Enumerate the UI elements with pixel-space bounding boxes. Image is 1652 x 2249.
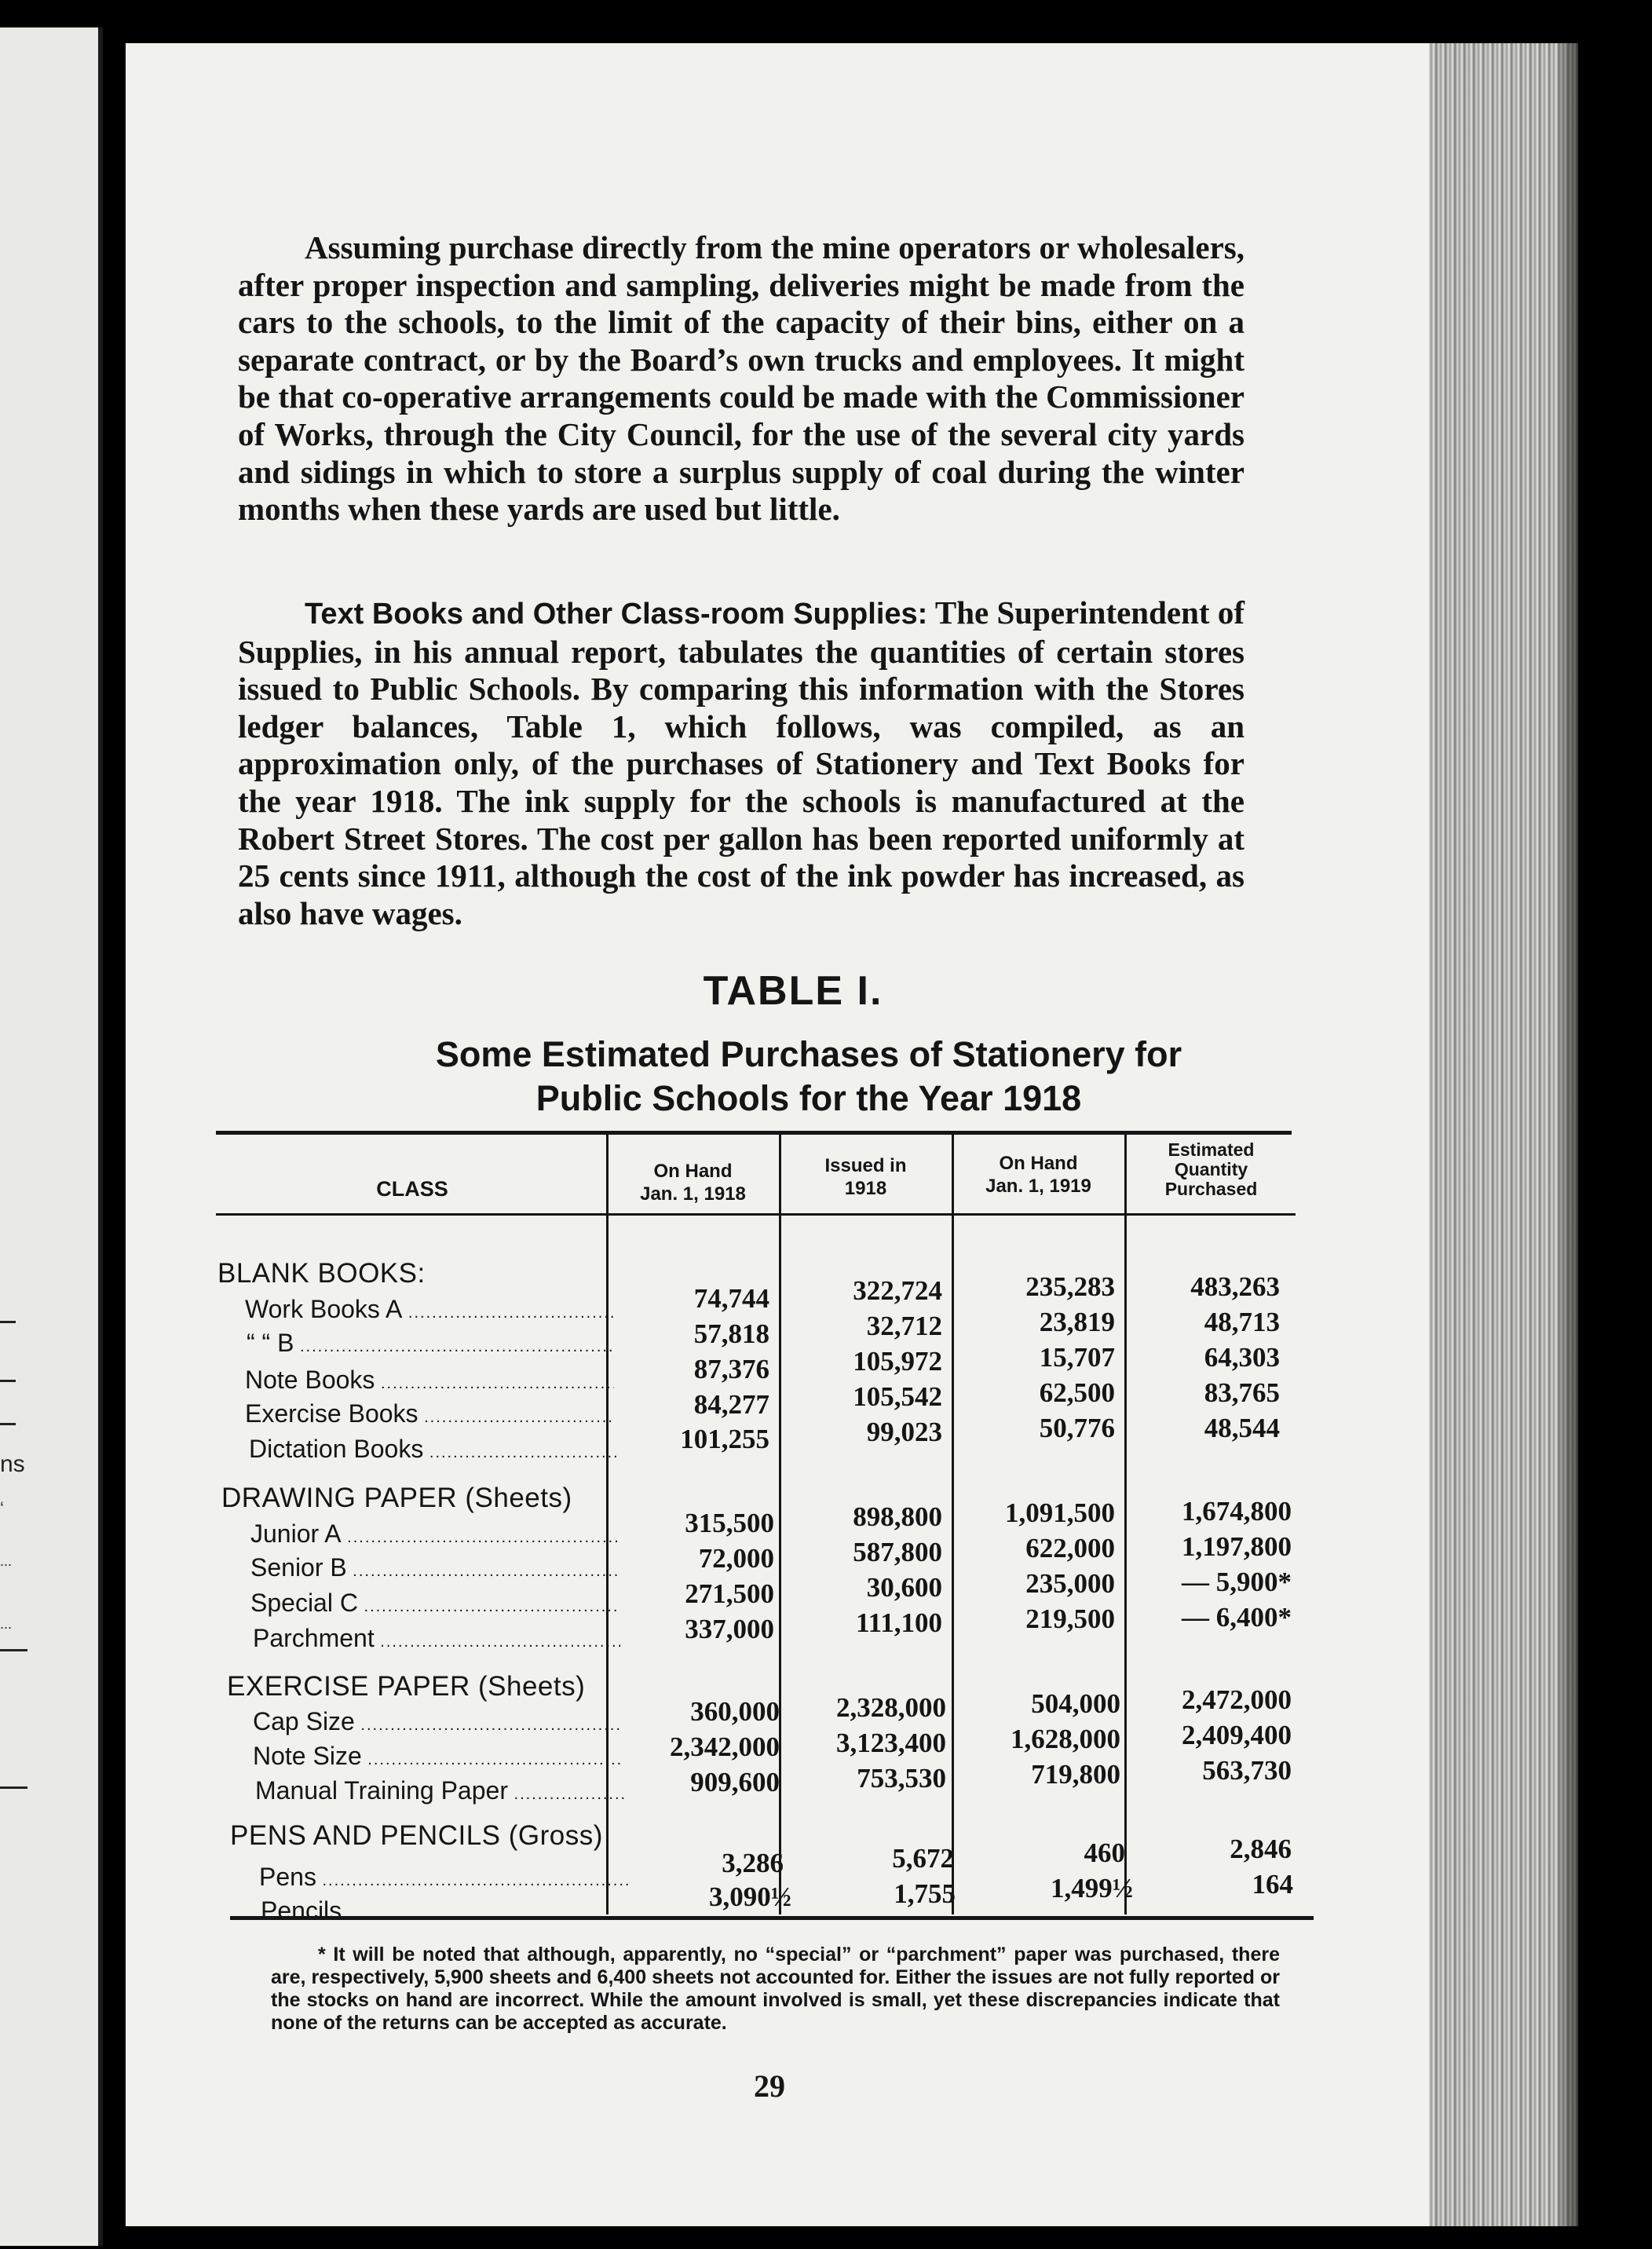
header-text: Estimated <box>1168 1139 1255 1160</box>
cell-on-hand-1919: 622,000 <box>1025 1533 1115 1563</box>
cell-on-hand-1919: 504,000 <box>1031 1688 1120 1719</box>
header-text: Jan. 1, 1919 <box>985 1176 1091 1197</box>
cell-issued-1918: 32,712 <box>866 1311 942 1341</box>
header-on-hand-1918 <box>609 1160 777 1205</box>
table-row-label: Senior B ..... <box>250 1553 620 1582</box>
header-text: Quantity <box>1174 1159 1248 1179</box>
header-text: Purchased <box>1164 1179 1258 1199</box>
cell-on-hand-1918: 101,255 <box>680 1424 769 1454</box>
cell-on-hand-1918: 72,000 <box>698 1543 774 1574</box>
section-note: (Gross) <box>500 1820 603 1851</box>
cell-estimated: 1,197,800 <box>1182 1531 1292 1562</box>
cell-estimated: 563,730 <box>1202 1755 1292 1786</box>
cell-issued-1918: 99,023 <box>866 1417 942 1447</box>
header-text: On Hand <box>999 1153 1078 1174</box>
cell-on-hand-1918: 360,000 <box>690 1696 780 1727</box>
cell-on-hand-1918: 2,342,000 <box>670 1732 780 1762</box>
cell-issued-1918: 898,800 <box>853 1501 942 1532</box>
table-top-rule <box>216 1131 1292 1135</box>
cell-on-hand-1918: 909,600 <box>690 1767 780 1797</box>
section-note: (Sheets) <box>470 1671 586 1702</box>
cell-on-hand-1919: 15,707 <box>1039 1342 1115 1373</box>
cell-issued-1918: 111,100 <box>856 1607 942 1638</box>
cell-issued-1918: 30,600 <box>866 1572 942 1603</box>
table-row-label: Special C ..... <box>250 1589 620 1618</box>
section-title-text: DRAWING PAPER <box>221 1483 458 1513</box>
table-row-label: Exercise Books ..... <box>245 1399 614 1428</box>
header-text: 1918 <box>844 1178 887 1199</box>
cell-on-hand-1918: 3,090½ <box>709 1881 791 1912</box>
header-text: On Hand <box>653 1161 733 1182</box>
facing-page-rule <box>0 1423 16 1425</box>
cell-estimated: 48,544 <box>1204 1413 1280 1443</box>
cell-issued-1918: 105,542 <box>853 1381 942 1412</box>
cell-issued-1918: 587,800 <box>853 1537 942 1567</box>
header-class <box>220 1178 605 1201</box>
cell-on-hand-1919: 1,628,000 <box>1011 1724 1120 1754</box>
cell-on-hand-1919: 235,283 <box>1025 1271 1115 1302</box>
cell-estimated: 48,713 <box>1204 1307 1280 1337</box>
facing-page-fragment: ... <box>0 1553 13 1569</box>
section-note: (Sheets) <box>457 1483 572 1513</box>
cell-estimated: 2,472,000 <box>1182 1684 1292 1715</box>
cell-on-hand-1918: 271,500 <box>685 1578 774 1609</box>
table-row-label: Cap Size ..... <box>253 1707 622 1736</box>
table-row-label: Pens ..... <box>259 1863 628 1892</box>
cell-on-hand-1919: 219,500 <box>1025 1604 1115 1634</box>
table-label: TABLE I. <box>703 968 883 1014</box>
page-block-edge <box>1429 43 1578 2226</box>
facing-page-rule <box>0 1321 16 1323</box>
cell-on-hand-1918: 57,818 <box>693 1318 769 1349</box>
header-on-hand-1919 <box>954 1152 1123 1198</box>
section-title <box>230 1820 603 1852</box>
table-title-line: Public Schools for the Year 1918 <box>535 1078 1082 1118</box>
table-footnote: * It will be noted that although, apparently, no “special” or “parchment” paper was purchased, there are, respectively, 5,900 sheets and 6,400 sheets not accounted for. Either the issues are not fully reported or the stocks on hand are incorrect. While the amount involved is small, yet these discrepancies indicate that none of the returns can be accepted as accurate. <box>271 1944 1280 2034</box>
cell-issued-1918: 2,328,000 <box>836 1692 946 1723</box>
cell-estimated: 64,303 <box>1204 1342 1280 1373</box>
section-title-text: BLANK BOOKS: <box>217 1258 426 1289</box>
facing-page-fragment: ‘ <box>0 1498 4 1518</box>
cell-estimated: 1,674,800 <box>1182 1496 1292 1527</box>
table-row-label: Dictation Books ..... <box>249 1435 618 1464</box>
facing-page-rule <box>0 1786 27 1789</box>
page-number: 29 <box>754 2068 785 2104</box>
cell-on-hand-1919: 1,499½ <box>1051 1873 1133 1903</box>
cell-on-hand-1918: 315,500 <box>685 1508 774 1538</box>
facing-page-rule <box>0 1649 27 1651</box>
paragraph-supplies-text: The Superintendent of Supplies, in his annual report, tabulates the quantities of certain stores issued to Public Schools. By comparing this information with the Stores ledger balances, Table 1, which follows, was compiled, as an approximation only, of the purchases of Stationery and Text Books for the year 1918. The ink supply for the schools is manufactured at the Robert Street Stores. The cost per gallon has been reported uniformly at 25 cents since 1911, although the cost of the ink powder has increased, as also have wages. <box>238 594 1244 931</box>
table-row-label: Pencils ..... <box>261 1896 630 1925</box>
header-estimated-quantity <box>1127 1140 1296 1199</box>
cell-on-hand-1919: 23,819 <box>1039 1307 1115 1337</box>
table-row-label: Note Size ..... <box>253 1742 622 1771</box>
table-row-label: Work Books A ..... <box>245 1295 614 1324</box>
cell-on-hand-1918: 84,277 <box>693 1389 769 1420</box>
paragraph-supplies <box>238 594 1244 932</box>
facing-page-rule <box>0 1380 16 1382</box>
table-title-line: Some Estimated Purchases of Stationery for <box>435 1034 1182 1074</box>
cell-issued-1918: 3,123,400 <box>836 1728 946 1758</box>
table-row-label: Junior A ..... <box>250 1519 620 1549</box>
header-class-text: CLASS <box>376 1177 448 1201</box>
section-title <box>217 1258 426 1289</box>
cell-on-hand-1919: 50,776 <box>1039 1413 1115 1443</box>
cell-issued-1918: 1,755 <box>894 1878 956 1909</box>
table-title <box>298 1033 1319 1121</box>
cell-issued-1918: 5,672 <box>892 1843 954 1874</box>
page-block-shadow <box>1559 43 1590 2226</box>
cell-estimated: — 6,400* <box>1182 1602 1292 1633</box>
facing-page-fragment: ... <box>0 1616 13 1632</box>
section-title <box>227 1671 585 1702</box>
header-text: Jan. 1, 1918 <box>640 1183 746 1205</box>
header-text: Issued in <box>824 1155 907 1176</box>
cell-on-hand-1919: 1,091,500 <box>1005 1498 1115 1528</box>
cell-on-hand-1919: 460 <box>1084 1838 1125 1868</box>
cell-on-hand-1919: 62,500 <box>1039 1377 1115 1408</box>
cell-estimated: 2,409,400 <box>1182 1720 1292 1750</box>
section-title <box>221 1483 572 1514</box>
cell-on-hand-1919: 719,800 <box>1031 1759 1120 1790</box>
section-title-text: PENS AND PENCILS <box>230 1820 501 1851</box>
table-row-label: Manual Training Paper ..... <box>255 1776 624 1805</box>
cell-on-hand-1918: 87,376 <box>693 1354 769 1384</box>
cell-issued-1918: 105,972 <box>853 1346 942 1377</box>
cell-estimated: 483,263 <box>1190 1271 1280 1302</box>
cell-estimated: — 5,900* <box>1182 1567 1292 1597</box>
facing-page-fragment: ns <box>0 1451 25 1477</box>
table-row-label: Parchment ..... <box>253 1624 622 1653</box>
paragraph-coal-purchase: Assuming purchase directly from the mine operators or wholesalers, after proper inspection and sampling, deliveries might be made from the cars to the schools, to the limit of the capacity of their bins, either on a separate contract, or by the Board’s own trucks and employees. It might be that co-operative arrangements could be made with the Commissioner of Works, through the City Council, for the use of the several city yards and sidings in which to store a surplus supply of coal during the winter months when these yards are used but little. <box>238 229 1244 528</box>
cell-issued-1918: 322,724 <box>853 1275 942 1306</box>
cell-on-hand-1918: 74,744 <box>693 1283 769 1314</box>
table-row-label: “ “ B ..... <box>245 1329 616 1358</box>
header-issued-1918 <box>781 1154 950 1200</box>
cell-estimated: 2,846 <box>1230 1834 1292 1864</box>
run-in-heading: Text Books and Other Class-room Supplies: <box>305 598 928 631</box>
table-header-rule <box>216 1213 1296 1216</box>
cell-on-hand-1918: 337,000 <box>685 1614 774 1644</box>
table-row-label: Note Books ..... <box>245 1366 614 1395</box>
cell-issued-1918: 753,530 <box>857 1763 946 1794</box>
cell-estimated: 164 <box>1252 1869 1293 1900</box>
section-title-text: EXERCISE PAPER <box>227 1671 470 1702</box>
cell-on-hand-1919: 235,000 <box>1025 1568 1115 1599</box>
facing-page-edge <box>0 27 103 2246</box>
cell-on-hand-1918: 3,286 <box>722 1848 784 1878</box>
cell-estimated: 83,765 <box>1204 1377 1280 1408</box>
